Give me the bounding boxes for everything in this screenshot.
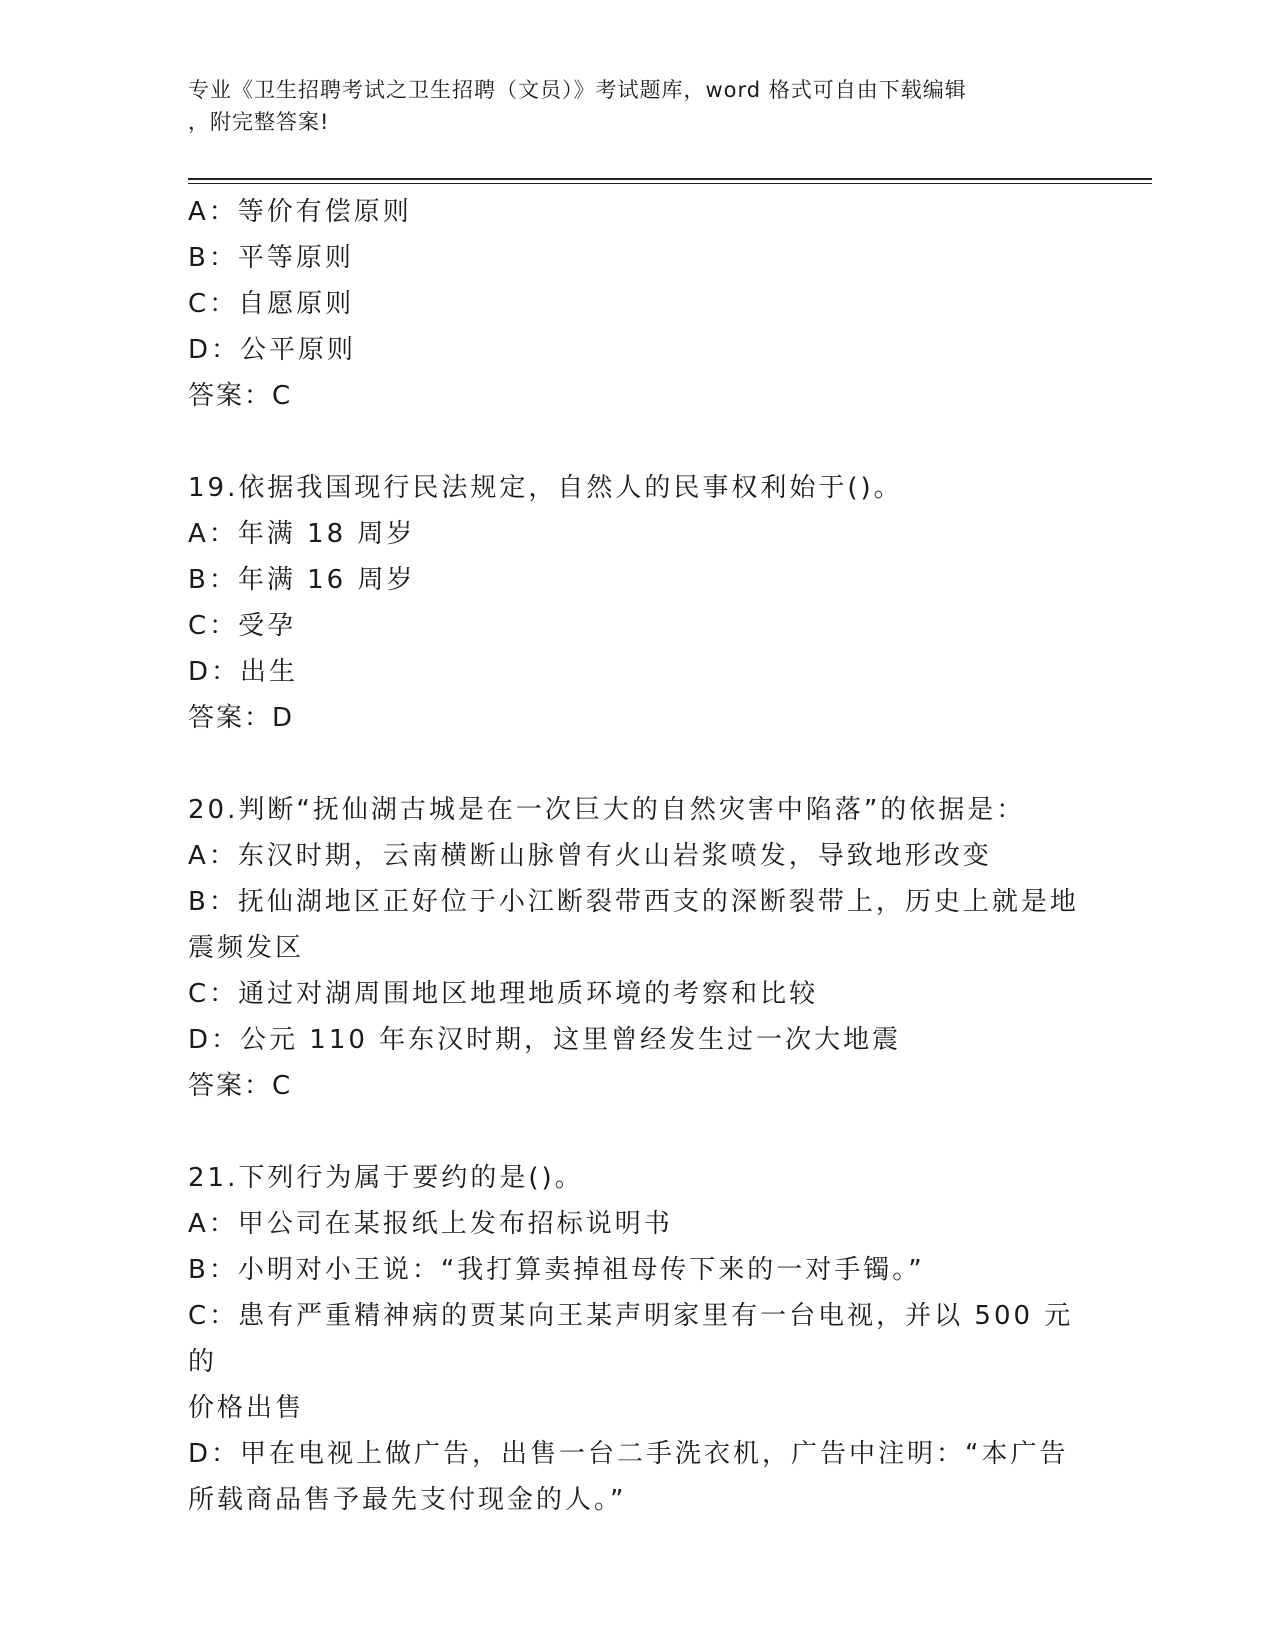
option-c: C：自愿原则 bbox=[188, 289, 355, 319]
spacer bbox=[188, 1109, 1088, 1155]
question-text: 21.下列行为属于要约的是()。 bbox=[188, 1163, 584, 1193]
question-21 bbox=[188, 1155, 1088, 1523]
option-a: A：年满 18 周岁 bbox=[188, 519, 416, 549]
option-d: D：公平原则 bbox=[188, 335, 357, 365]
option-d: D：出生 bbox=[188, 657, 299, 687]
option-a: A：等价有偿原则 bbox=[188, 197, 412, 227]
option-a: A：东汉时期，云南横断山脉曾有火山岩浆喷发，导致地形改变 bbox=[188, 841, 992, 871]
option-c: C：受孕 bbox=[188, 611, 297, 641]
option-b: B：平等原则 bbox=[188, 243, 354, 273]
header-line-1: 专业《卫生招聘考试之卫生招聘（文员）》考试题库，word 格式可自由下载编辑 bbox=[188, 78, 967, 102]
option-d-continued: 所载商品售予最先支付现金的人。” bbox=[188, 1485, 627, 1515]
answer: 答案：D bbox=[188, 703, 295, 733]
header-rule-thin bbox=[188, 183, 1152, 184]
option-d: D：公元 110 年东汉时期，这里曾经发生过一次大地震 bbox=[188, 1025, 902, 1055]
answer: 答案：C bbox=[188, 1071, 293, 1101]
option-b: B：抚仙湖地区正好位于小江断裂带西支的深断裂带上，历史上就是地 bbox=[188, 887, 1079, 917]
header-rule-thick bbox=[188, 178, 1152, 180]
option-c: C：通过对湖周围地区地理地质环境的考察和比较 bbox=[188, 979, 819, 1009]
question-20 bbox=[188, 787, 1088, 1109]
document-header bbox=[188, 74, 1088, 138]
question-list bbox=[188, 189, 1088, 1523]
answer: 答案：C bbox=[188, 381, 293, 411]
spacer bbox=[188, 741, 1088, 787]
option-b: B：小明对小王说：“我打算卖掉祖母传下来的一对手镯。” bbox=[188, 1255, 925, 1285]
option-c-continued: 价格出售 bbox=[188, 1393, 305, 1423]
question-text: 20.判断“抚仙湖古城是在一次巨大的自然灾害中陷落”的依据是： bbox=[188, 795, 1026, 825]
header-line-2: ，附完整答案! bbox=[188, 110, 330, 134]
option-d: D：甲在电视上做广告，出售一台二手洗衣机，广告中注明：“本广告 bbox=[188, 1439, 1069, 1469]
option-b: B：年满 16 周岁 bbox=[188, 565, 416, 595]
option-b-continued: 震频发区 bbox=[188, 933, 305, 963]
question-18 bbox=[188, 189, 1088, 419]
option-c: C：患有严重精神病的贾某向王某声明家里有一台电视，并以 500 元的 bbox=[188, 1301, 1074, 1377]
question-text: 19.依据我国现行民法规定，自然人的民事权利始于()。 bbox=[188, 473, 903, 503]
question-19 bbox=[188, 465, 1088, 741]
option-a: A：甲公司在某报纸上发布招标说明书 bbox=[188, 1209, 673, 1239]
spacer bbox=[188, 419, 1088, 465]
